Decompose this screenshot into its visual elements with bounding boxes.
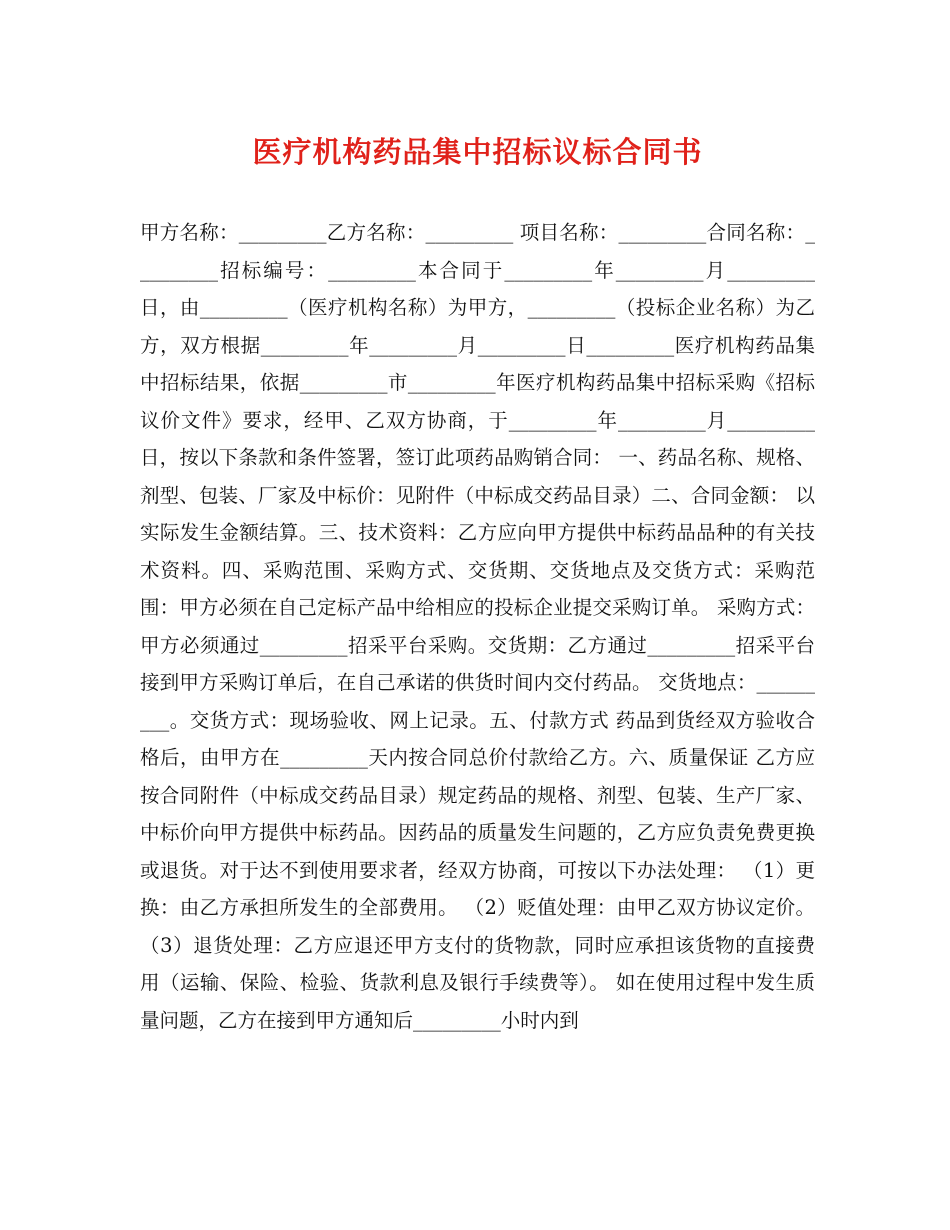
document-title: 医疗机构药品集中招标议标合同书 [252, 135, 703, 169]
contract-body: 甲方名称：_________乙方名称：_________ 项目名称：_________合同名称：_________招标编号：_________本合同于_________年_________月_________日，由_________（医疗机构名称）为甲方，_________（投标企业名称）为乙方，双方根据_________年_________月_________日_________医疗机构药品集中招标结果，依据_________市_________年医疗机构药品集中招标采购《招标议价文件》要求，经甲、乙双方协商，于_________年_________月_________日，按以下条款和条件签署，签订此项药品购销合同： 一、药品名称、规格、剂型、包装、厂家及中标价：见附件（中标成交药品目录）二、合同金额： 以实际发生金额结算。三、技术资料：乙方应向甲方提供中标药品品种的有关技术资料。四、采购范围、采购方式、交货期、交货地点及交货方式：采购范围：甲方必须在自己定标产品中给相应的投标企业提交采购订单。 采购方式：甲方必须通过_________招采平台采购。交货期：乙方通过_________招采平台接到甲方采购订单后，在自己承诺的供货时间内交付药品。 交货地点：_________。交货方式：现场验收、网上记录。五、付款方式 药品到货经双方验收合格后，由甲方在_________天内按合同总价付款给乙方。六、质量保证 乙方应按合同附件（中标成交药品目录）规定药品的规格、剂型、包装、生产厂家、中标价向甲方提供中标药品。因药品的质量发生问题的，乙方应负责免费更换或退货。对于达不到使用要求者，经双方协商，可按以下办法处理： （1）更换：由乙方承担所发生的全部费用。 （2）贬值处理：由甲乙双方协议定价。（3）退货处理：乙方应退还甲方支付的货物款，同时应承担该货物的直接费用（运输、保险、检验、货款利息及银行手续费等）。 如在使用过程中发生质量问题，乙方在接到甲方通知后_________小时内到 [140, 221, 815, 1032]
